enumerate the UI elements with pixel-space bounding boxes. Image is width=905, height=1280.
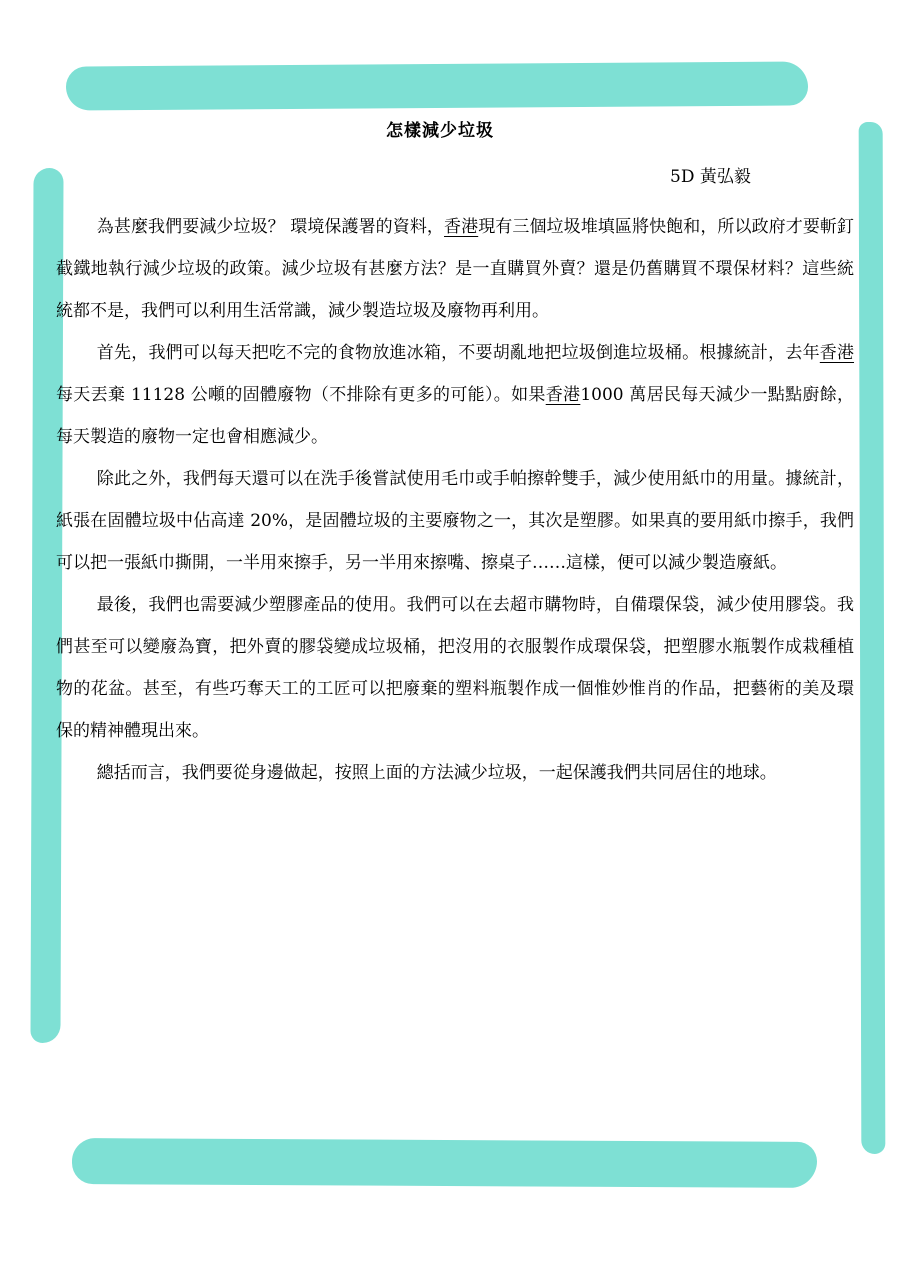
paragraph (56, 752, 854, 794)
underlined-place-name: 香港 (545, 385, 581, 405)
paragraph (56, 458, 854, 584)
author-byline: 5D 黃弘毅 (670, 167, 751, 187)
essay-body (56, 206, 854, 794)
paragraph (56, 584, 854, 752)
text-segment: 為甚麼我們要減少垃圾？ 環境保護署的資料， (96, 217, 445, 237)
essay-title: 怎樣減少垃圾 (386, 121, 494, 141)
text-segment: 首先，我們可以每天把吃不完的食物放進冰箱，不要胡亂地把垃圾倒進垃圾桶。根據統計，去年 (96, 343, 820, 363)
decorative-brush-stroke-right (859, 122, 886, 1154)
decorative-brush-stroke-bottom (72, 1138, 817, 1188)
text-segment: 每天丟棄 11128 公噸的固體廢物（不排除有更多的可能）。如果 (56, 385, 546, 405)
text-segment: 最後，我們也需要減少塑膠產品的使用。我們可以在去超市購物時，自備環保袋，減少使用膠袋。我們甚至可以變廢為寶，把外賣的膠袋變成垃圾桶，把沒用的衣服製作成環保袋，把塑膠水瓶製作成栽種植物的花盆。甚至，有些巧奪天工的工匠可以把廢棄的塑料瓶製作成一個惟妙惟肖的作品，把藝術的美及環保的精神體現出來。 (56, 595, 854, 741)
text-segment: 除此之外，我們每天還可以在洗手後嘗試使用毛巾或手帕擦幹雙手，減少使用紙巾的用量。據統計，紙張在固體垃圾中佔高達 20%，是固體垃圾的主要廢物之一，其次是塑膠。如果真的要用紙巾擦手，我們可以把一張紙巾撕開，一半用來擦手，另一半用來擦嘴、擦桌子……這樣，便可以減少製造廢紙。 (56, 469, 854, 573)
text-segment: 現有三個垃圾堆填區將快飽和，所以政府才要斬釘截鐵地執行減少垃圾的政策。減少垃圾有甚麼方法？是一直購買外賣？還是仍舊購買不環保材料？這些統統都不是，我們可以利用生活常識，減少製造垃圾及廢物再利用。 (56, 217, 855, 321)
underlined-place-name: 香港 (819, 343, 855, 363)
text-segment: 1000 萬居民每天減少一點點廚餘，每天製造的廢物一定也會相應減少。 (56, 385, 854, 447)
paragraph (56, 206, 854, 332)
underlined-place-name: 香港 (444, 217, 479, 237)
decorative-brush-stroke-top (66, 61, 808, 110)
text-segment: 總括而言，我們要從身邊做起，按照上面的方法減少垃圾，一起保護我們共同居住的地球。 (96, 763, 777, 783)
paragraph (56, 332, 854, 458)
